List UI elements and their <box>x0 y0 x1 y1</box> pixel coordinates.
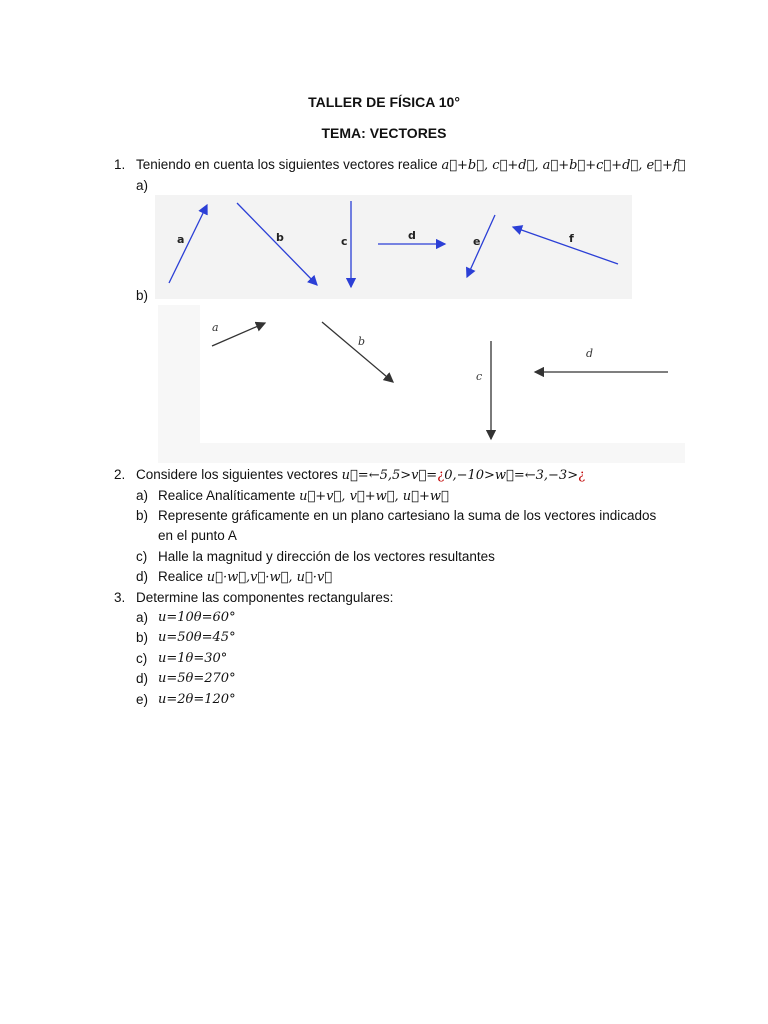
vector-b-a-label: a <box>212 321 219 334</box>
q2-item-a-text: Realice Analíticamente <box>158 488 296 503</box>
q1-text-row <box>136 157 685 173</box>
q2-item-d-label: d) <box>136 569 149 584</box>
q3-item-d-label: d) <box>136 671 149 686</box>
q2-item-b-label: b) <box>136 508 149 523</box>
vector-d-label: d <box>408 229 416 242</box>
figure-b <box>158 305 685 463</box>
figure-a <box>155 195 632 299</box>
q3-text: Determine las componentes rectangulares: <box>136 590 394 605</box>
vector-b <box>237 203 317 285</box>
vector-b-b <box>322 322 393 382</box>
page-subtitle: TEMA: VECTORES <box>321 125 447 141</box>
vector-c-label: c <box>341 235 348 248</box>
q3-item-a-math: u=10θ=60° <box>158 610 236 625</box>
q3-item-c-label: c) <box>136 651 148 666</box>
figure-a-svg <box>155 195 632 299</box>
q1-part-b-label: b) <box>136 288 149 303</box>
q2-expr-main: u⃗=←5,5>v⃗= <box>341 468 438 483</box>
q3-item-d-math: u=5θ=270° <box>158 671 236 686</box>
q2-expr-red-2: ¿ <box>578 468 586 483</box>
q3-number: 3. <box>114 590 126 605</box>
figure-b-svg <box>158 305 685 463</box>
q1-part-a-label: a) <box>136 178 149 193</box>
q2-item-a-math: u⃗+v⃗, v⃗+w⃗, u⃗+w⃗ <box>299 489 449 504</box>
q2-item-b-text2: en el punto A <box>158 528 237 543</box>
q1-expression: a⃗+b⃗, c⃗+d⃗, a⃗+b⃗+c⃗+d⃗, e⃗+f⃗ <box>441 158 686 173</box>
vector-e <box>467 215 495 277</box>
q1-number: 1. <box>114 157 126 172</box>
vector-b-label: b <box>276 231 284 244</box>
q2-item-a-label: a) <box>136 488 149 503</box>
q2-item-b-text: Represente gráficamente en un plano cartesiano la suma de los vectores indicados <box>158 508 657 523</box>
vector-b-b-label: b <box>358 335 366 348</box>
q2-item-d-math: u⃗·w⃗,v⃗·w⃗, u⃗·v⃗ <box>206 570 333 585</box>
q3-item-e-math: u=2θ=120° <box>158 692 236 707</box>
q2-item-a <box>158 488 449 504</box>
q2-expr-mid: 0,−10>w⃗=←3,−3> <box>444 468 579 483</box>
q2-item-d <box>158 569 332 585</box>
q1-text: Teniendo en cuenta los siguientes vectores realice <box>136 157 438 172</box>
page-title: TALLER DE FÍSICA 10° <box>308 94 460 110</box>
vector-e-label: e <box>473 235 481 248</box>
q3-item-c-math: u=1θ=30° <box>158 651 228 666</box>
vector-f-label: f <box>569 232 574 245</box>
vector-a <box>169 205 207 283</box>
q3-item-e-label: e) <box>136 692 149 707</box>
q2-item-d-text: Realice <box>158 569 204 584</box>
q2-item-c-label: c) <box>136 549 148 564</box>
q2-text: Considere los siguientes vectores <box>136 467 338 482</box>
q2-item-c-text: Halle la magnitud y dirección de los vectores resultantes <box>158 549 495 564</box>
q2-number: 2. <box>114 467 126 482</box>
q3-item-b-math: u=50θ=45° <box>158 630 236 645</box>
q2-text-row <box>136 467 585 483</box>
vector-b-d-label: d <box>586 347 594 360</box>
vector-b-c-label: c <box>476 370 483 383</box>
vector-a-label: a <box>177 233 185 246</box>
q3-item-b-label: b) <box>136 630 149 645</box>
q2-expr-red-1: ¿ <box>437 468 445 483</box>
vector-f <box>513 227 618 264</box>
vector-b-a <box>212 323 265 346</box>
q3-item-a-label: a) <box>136 610 149 625</box>
